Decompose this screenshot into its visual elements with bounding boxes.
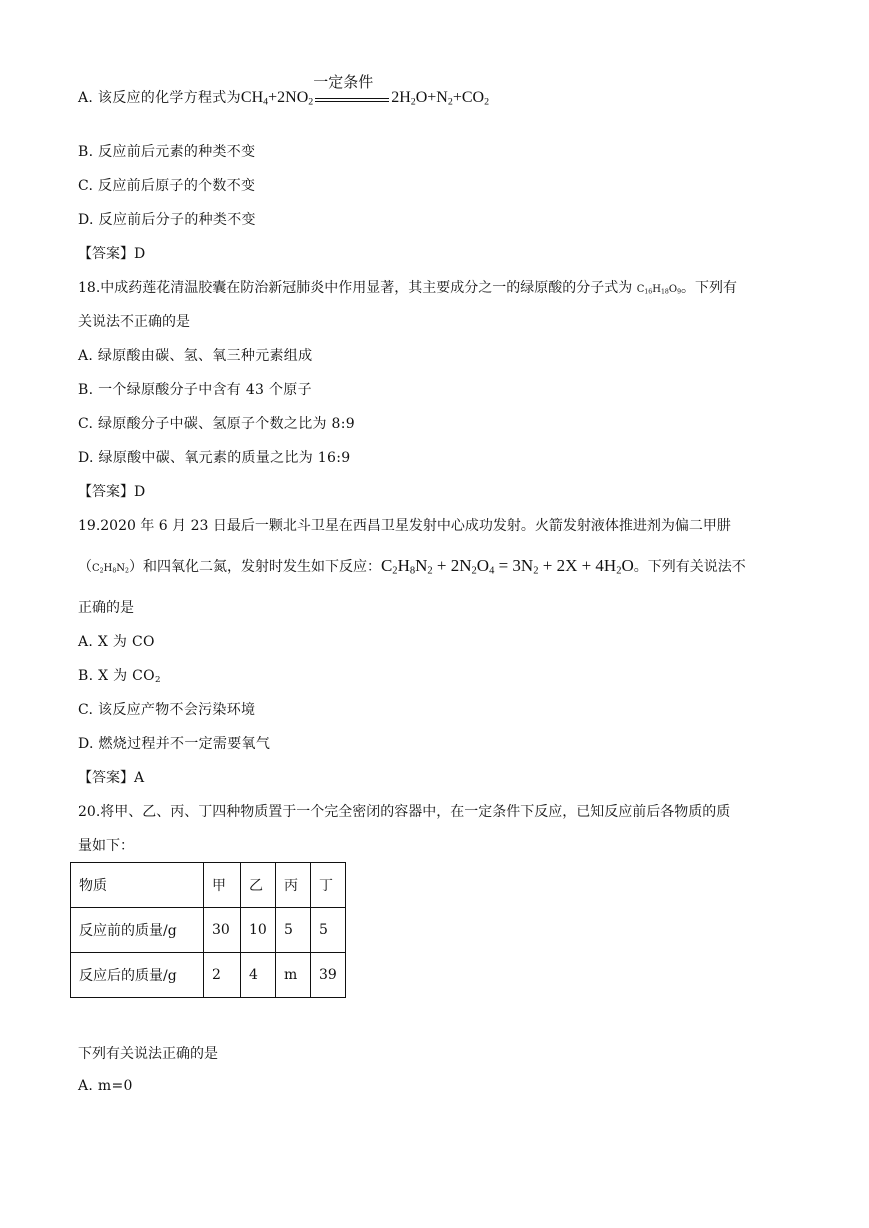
table-cell: 10 xyxy=(241,908,276,953)
q17-option-b: B. 反应前后元素的种类不变 xyxy=(78,144,256,160)
q19-equation: $C_2H_8N_2 + 2N_2O_4 = 3N_2 + 2X + 4H_2O$ xyxy=(380,556,634,577)
q19-stem-text-end: 。下列有关说法不 xyxy=(633,559,746,575)
q18-formula: $C_{16}H_{18}O_9$ xyxy=(636,284,681,296)
q18-option-b: B. 一个绿原酸分子中含有 43 个原子 xyxy=(78,382,312,398)
q20-follow-text: 下列有关说法正确的是 xyxy=(78,1046,218,1062)
q19-stem-line2 xyxy=(78,556,746,579)
q19-option-b-text: B. X 为 CO xyxy=(78,668,155,684)
table-header-cell: 物质 xyxy=(71,863,204,908)
q17-option-a xyxy=(78,73,490,108)
q19-option-d: D. 燃烧过程并不一定需要氧气 xyxy=(78,736,271,752)
q18-option-d: D. 绿原酸中碳、氧元素的质量之比为 16:9 xyxy=(78,450,351,466)
table-row xyxy=(71,953,346,998)
q18-option-c: C. 绿原酸分子中碳、氢原子个数之比为 8:9 xyxy=(78,416,355,432)
q20-option-a: A. m=0 xyxy=(78,1078,133,1094)
q18-stem-text-a: 18.中成药莲花清温胶囊在防治新冠肺炎中作用显著，其主要成分之一的绿原酸的分子式为 xyxy=(78,280,637,296)
q17-equation: $CH_4+2NO_2$ 一定条件 $2H_2O+N_2+CO_2$ xyxy=(240,73,490,108)
q19-option-a: A. X 为 CO xyxy=(78,634,155,650)
reaction-condition-label: 一定条件 xyxy=(313,73,374,92)
q17-option-d: D. 反应前后分子的种类不变 xyxy=(78,212,256,228)
table-header-row xyxy=(71,863,346,908)
q18-answer: 【答案】D xyxy=(78,484,146,500)
table-header-cell: 甲 xyxy=(204,863,241,908)
q19-answer: 【答案】A xyxy=(78,770,145,786)
table-cell: 5 xyxy=(311,908,346,953)
table-cell: 反应后的质量/g xyxy=(71,953,204,998)
q19-fuel-formula: $C_2H_8N_2$ xyxy=(92,563,129,575)
table-header-cell: 丁 xyxy=(311,863,346,908)
q20-stem-line1: 20.将甲、乙、丙、丁四种物质置于一个完全密闭的容器中，在一定条件下反应，已知反应前后各物质的质 xyxy=(78,804,731,820)
q17-answer: 【答案】D xyxy=(78,246,146,262)
table-cell: 2 xyxy=(204,953,241,998)
table-row xyxy=(71,908,346,953)
q19-paren-open: （ xyxy=(78,559,92,575)
q18-stem-text-b: 。下列有 xyxy=(681,280,737,296)
q19-stem-line1: 19.2020 年 6 月 23 日最后一颗北斗卫星在西昌卫星发射中心成功发射。火箭发射液体推进剂为偏二甲肼 xyxy=(78,518,731,534)
table-cell: 30 xyxy=(204,908,241,953)
q17-option-c: C. 反应前后原子的个数不变 xyxy=(78,178,256,194)
q19-option-c: C. 该反应产物不会污染环境 xyxy=(78,702,256,718)
q18-stem-line1 xyxy=(78,278,737,300)
q17-option-a-text: A. 该反应的化学方程式为 xyxy=(78,90,241,106)
q19-option-b: B. X 为 $CO_2$ xyxy=(78,668,161,686)
table-cell: 5 xyxy=(276,908,311,953)
table-cell: m xyxy=(276,953,311,998)
q19-stem-line3: 正确的是 xyxy=(78,600,134,616)
reaction-condition-arrow xyxy=(313,73,389,102)
table-cell: 反应前的质量/g xyxy=(71,908,204,953)
q20-stem-line2: 量如下： xyxy=(78,838,134,854)
table-header-cell: 丙 xyxy=(276,863,311,908)
mass-table xyxy=(70,862,346,998)
q19-stem-text: ）和四氧化二氮，发射时发生如下反应： xyxy=(128,559,381,575)
table-header-cell: 乙 xyxy=(241,863,276,908)
table-cell: 39 xyxy=(311,953,346,998)
table-cell: 4 xyxy=(241,953,276,998)
q18-option-a: A. 绿原酸由碳、氢、氧三种元素组成 xyxy=(78,348,313,364)
q18-stem-line2: 关说法不正确的是 xyxy=(78,314,190,330)
